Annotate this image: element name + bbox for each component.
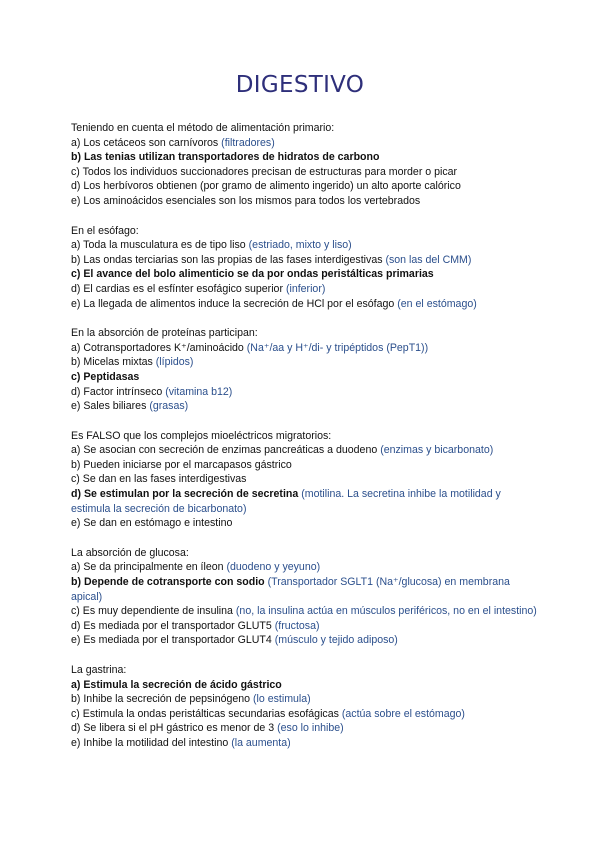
answer-option: e) La llegada de alimentos induce la secreción de HCl por el esófago (en el estómago) xyxy=(71,297,477,310)
answer-option: b) Micelas mixtas (lípidos) xyxy=(71,356,194,369)
question-list xyxy=(71,121,541,766)
question xyxy=(71,121,541,209)
answer-note: (fructosa) xyxy=(274,619,320,632)
correct-answer-option: a) Estimula la secreción de ácido gástrico xyxy=(71,678,282,691)
correct-answer-option: d) Se estimulan por la secreción de secretina (motilina. La secretina inhibe la motilidad y estimula la secreción de bicarbonato) xyxy=(71,488,501,515)
answer-option: c) Estimula la ondas peristálticas secundarias esofágicas (actúa sobre el estómago) xyxy=(71,707,465,720)
answer-option: d) Es mediada por el transportador GLUT5 (fructosa) xyxy=(71,619,320,632)
answer-note: (vitamina b12) xyxy=(165,385,233,398)
question-prompt: La absorción de glucosa: xyxy=(71,546,189,559)
answer-note: (Na⁺/aa y H⁺/di- y tripéptidos (PepT1)) xyxy=(246,341,429,354)
question-prompt: En el esófago: xyxy=(71,224,139,237)
question xyxy=(71,326,541,414)
answer-note: (Transportador SGLT1 (Na⁺/glucosa) en membrana apical) xyxy=(71,576,510,603)
answer-note: (en el estómago) xyxy=(397,297,477,310)
answer-note: (motilina. La secretina inhibe la motilidad y estimula la secreción de bicarbonato) xyxy=(71,488,501,515)
question xyxy=(71,224,541,312)
question xyxy=(71,663,541,751)
answer-note: (son las del CMM) xyxy=(385,253,472,266)
question-prompt: Es FALSO que los complejos mioeléctricos migratorios: xyxy=(71,429,332,442)
answer-note: (músculo y tejido adiposo) xyxy=(274,634,398,647)
answer-option: c) Se dan en las fases interdigestivas xyxy=(71,473,247,486)
answer-option: a) Se da principalmente en íleon (duodeno y yeyuno) xyxy=(71,561,321,574)
answer-option: e) Los aminoácidos esenciales son los mismos para todos los vertebrados xyxy=(71,194,421,207)
correct-answer-option: b) Las tenias utilizan transportadores de hidratos de carbono xyxy=(71,151,380,164)
answer-note: (inferior) xyxy=(285,282,326,295)
answer-option: b) Pueden iniciarse por el marcapasos gástrico xyxy=(71,458,292,471)
answer-option: c) Es muy dependiente de insulina (no, la insulina actúa en músculos periféricos, no en el intestino) xyxy=(71,605,537,618)
question xyxy=(71,429,541,531)
answer-note: (eso lo inhibe) xyxy=(277,722,344,735)
answer-note: (enzimas y bicarbonato) xyxy=(380,444,494,457)
answer-option: d) Factor intrínseco (vitamina b12) xyxy=(71,385,233,398)
page-title: DIGESTIVO xyxy=(235,72,365,98)
question-prompt: Teniendo en cuenta el método de alimentación primario: xyxy=(71,122,335,134)
answer-option: d) Los herbívoros obtienen (por gramo de alimento ingerido) un alto aporte calórico xyxy=(71,180,461,193)
correct-answer-option: c) Peptidasas xyxy=(71,370,140,383)
answer-note: (grasas) xyxy=(149,400,189,413)
answer-note: (filtradores) xyxy=(221,136,275,149)
question-prompt: En la absorción de proteínas participan: xyxy=(71,327,258,340)
answer-option: b) Inhibe la secreción de pepsinógeno (lo estimula) xyxy=(71,693,311,706)
answer-option: b) Las ondas terciarias son las propias de las fases interdigestivas (son las del CMM) xyxy=(71,253,472,266)
answer-note: (actúa sobre el estómago) xyxy=(341,707,465,720)
answer-option: e) Sales biliares (grasas) xyxy=(71,400,189,413)
answer-option: d) El cardias es el esfínter esofágico superior (inferior) xyxy=(71,282,326,295)
answer-option: c) Todos los individuos succionadores precisan de estructuras para morder o picar xyxy=(71,165,458,178)
correct-answer-option: c) El avance del bolo alimenticio se da por ondas peristálticas primarias xyxy=(71,268,434,281)
answer-option: a) Toda la musculatura es de tipo liso (estriado, mixto y liso) xyxy=(71,239,352,252)
answer-option: e) Se dan en estómago e intestino xyxy=(71,517,233,530)
answer-note: (no, la insulina actúa en músculos periféricos, no en el intestino) xyxy=(235,605,537,618)
question xyxy=(71,546,541,648)
answer-note: (estriado, mixto y liso) xyxy=(248,239,352,252)
answer-option: e) Inhibe la motilidad del intestino (la aumenta) xyxy=(71,736,291,749)
answer-option: d) Se libera si el pH gástrico es menor de 3 (eso lo inhibe) xyxy=(71,722,344,735)
answer-note: (duodeno y yeyuno) xyxy=(226,561,321,574)
answer-option: a) Los cetáceos son carnívoros (filtradores) xyxy=(71,136,275,149)
question-prompt: La gastrina: xyxy=(71,664,127,676)
answer-option: a) Se asocian con secreción de enzimas pancreáticas a duodeno (enzimas y bicarbonato) xyxy=(71,444,494,457)
answer-note: (lípidos) xyxy=(155,356,194,369)
answer-note: (lo estimula) xyxy=(253,693,311,706)
answer-note: (la aumenta) xyxy=(231,736,291,749)
answer-option: a) Cotransportadores K⁺/aminoácido (Na⁺/aa y H⁺/di- y tripéptidos (PepT1)) xyxy=(71,341,429,354)
correct-answer-option: b) Depende de cotransporte con sodio (Transportador SGLT1 (Na⁺/glucosa) en membrana apical) xyxy=(71,576,510,603)
answer-option: e) Es mediada por el transportador GLUT4 (músculo y tejido adiposo) xyxy=(71,634,398,647)
